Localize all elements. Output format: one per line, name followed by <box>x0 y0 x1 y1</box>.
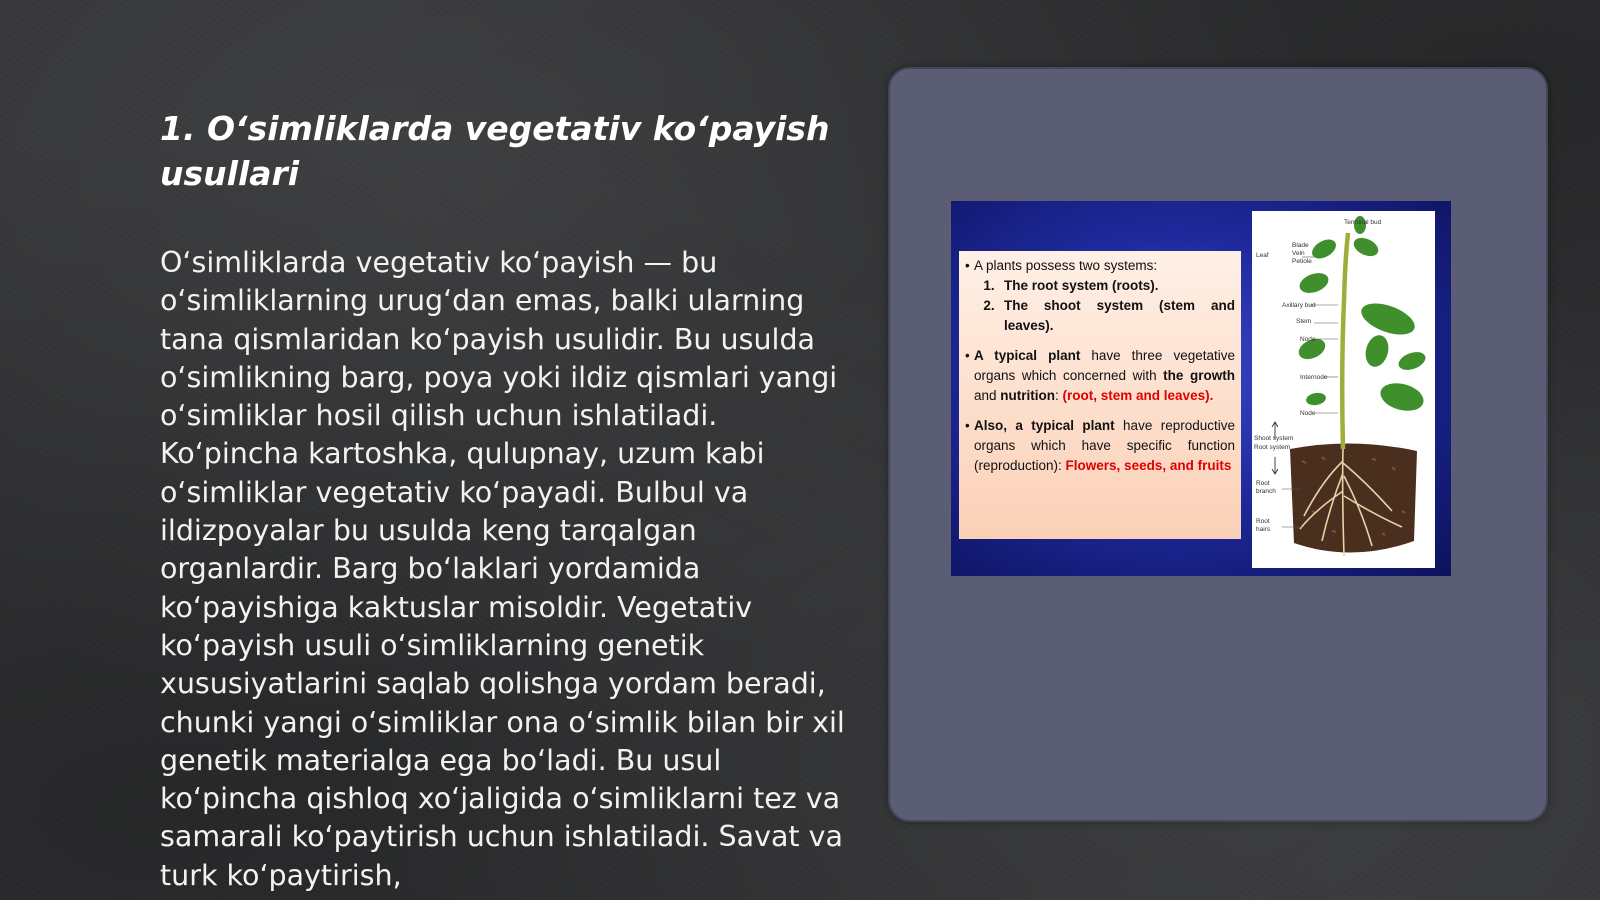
systems-list <box>974 276 1235 336</box>
embedded-bullet-reproductive: • Also, a typical plant have reproductive organs which have specific function (reproduction): Flowers, seeds, and fruits <box>965 416 1235 476</box>
arrow-down-icon <box>1272 457 1278 474</box>
label-root-branch: Root <box>1256 480 1270 487</box>
highlight-red-text: (root, stem and leaves). <box>1062 388 1214 403</box>
slide-title: 1. O‘simliklarda vegetativ ko‘payish usullari <box>160 109 830 193</box>
plant-illustration <box>1252 211 1435 568</box>
embedded-bullet-vegetative: • A typical plant have three vegetative organs which concerned with the growth and nutrition: (root, stem and leaves). <box>965 346 1235 406</box>
label-petiole: Petiole <box>1292 258 1312 265</box>
label-root-hairs: Root <box>1256 518 1270 525</box>
leaves <box>1296 216 1428 415</box>
label-blade: Blade <box>1292 242 1309 249</box>
embedded-bullet-systems <box>965 256 1235 336</box>
systems-intro: A plants possess two systems: <box>974 258 1158 273</box>
image-panel <box>888 67 1548 822</box>
label-terminal-bud: Terminal bud <box>1344 219 1382 226</box>
label-shoot-system: Shoot system <box>1254 435 1294 442</box>
bullet-dot: • <box>965 258 970 273</box>
label-node-upper: Node <box>1300 336 1316 343</box>
stem <box>1342 233 1348 449</box>
embedded-text-card <box>959 251 1241 539</box>
label-node-lower: Node <box>1300 410 1316 417</box>
bullet-dot: • <box>965 348 970 363</box>
label-root-hairs-2: hairs <box>1256 526 1271 533</box>
label-root-branch-2: branch <box>1256 488 1276 495</box>
list-item: 2. The shoot system (stem and leaves). <box>983 298 1235 333</box>
label-vein: Vein <box>1292 250 1305 257</box>
highlight-red-text: Flowers, seeds, and fruits <box>1065 458 1232 473</box>
list-item: 1. The root system (roots). <box>983 278 1159 293</box>
slide-body-text: O‘simliklarda vegetativ ko‘payish — bu o‘simliklarning urug‘dan emas, balki ularning tana qismlaridan ko‘payish usulidir. Bu usulda o‘simlikning barg, poya yoki ildiz qismlari yangi o‘simliklar hosil qilish uchun ishlatiladi. Ko‘pincha kartoshka, qulupnay, uzum kabi o‘simliklar vegetativ ko‘payadi. Bulbul va ildizpoyalar bu usulda keng tarqalgan organlardir. Barg bo‘laklari yordamida ko‘payishiga kaktuslar misoldir. Vegetativ ko‘payish usuli o‘simliklarning genetik xususiyatlarini saqlab qolishga yordam beradi, chunki yangi o‘simliklar ona o‘simlik bilan bir xil genetik materialga ega bo‘ladi. Bu usul ko‘pincha qishloq xo‘jaligida o‘simliklarni tez va samarali ko‘paytirish uchun ishlatiladi. Savat va turk ko‘paytirish, <box>160 246 845 892</box>
label-internode: Internode <box>1300 374 1328 381</box>
label-axillary-bud: Axillary bud <box>1282 302 1316 309</box>
label-root-system: Root system <box>1254 444 1291 451</box>
label-stem: Stem <box>1296 318 1312 325</box>
bullet-dot: • <box>965 418 970 433</box>
plant-structure-diagram <box>1252 211 1435 568</box>
label-leaf: Leaf <box>1256 252 1269 259</box>
embedded-slide-image <box>951 201 1451 576</box>
soil-mass <box>1290 443 1417 552</box>
